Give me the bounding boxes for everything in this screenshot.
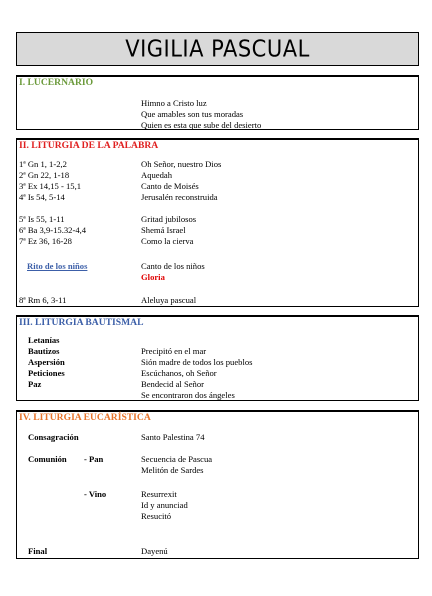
song: Como la cierva: [141, 236, 194, 246]
section-eucaristica: [16, 410, 419, 559]
song: Santo Palestina 74: [141, 432, 205, 442]
reading-ref: 5ª Is 55, 1-11: [19, 214, 65, 224]
song: Se encontraron dos ángeles: [141, 390, 235, 400]
reading-ref: 8ª Rm 6, 3-11: [19, 295, 67, 305]
rito-ninos-link[interactable]: Rito de los niños: [27, 261, 88, 271]
section-heading: I. LUCERNARIO: [19, 77, 94, 88]
reading-ref: 4ª Is 54, 5-14: [19, 192, 65, 202]
song: Aleluya pascual: [141, 295, 197, 305]
section-lucernario: [16, 75, 419, 130]
rite-label: Peticiones: [28, 368, 65, 378]
song: Quien es esta que sube del desierto: [141, 120, 262, 130]
rite-label: Letanías: [28, 335, 60, 345]
section-heading: IV. LITURGIA EUCARÍSTICA: [19, 412, 151, 423]
gloria-label: Gloria: [141, 272, 165, 282]
section-heading: II. LITURGIA DE LA PALABRA: [19, 140, 159, 151]
reading-ref: 6ª Ba 3,9-15.32-4,4: [19, 225, 87, 235]
reading-ref: 2ª Gn 22, 1-18: [19, 170, 70, 180]
song: Dayenú: [141, 546, 168, 556]
song: Canto de los niños: [141, 261, 205, 271]
reading-ref: 3ª Ex 14,15 - 15,1: [19, 181, 82, 191]
rite-label: Final: [28, 546, 48, 556]
song: Precipitó en el mar: [141, 346, 207, 356]
sub-label: - Vino: [84, 489, 107, 499]
song: Shemá Israel: [141, 225, 186, 235]
rite-label: Paz: [28, 379, 42, 389]
section-bautismal: [16, 315, 419, 401]
section-palabra: [16, 138, 419, 307]
song: Aquedah: [141, 170, 173, 180]
rite-label: Aspersión: [28, 357, 65, 367]
song: Resurrexit: [141, 489, 177, 499]
song: Oh Señor, nuestro Dios: [141, 159, 222, 169]
song: Melitón de Sardes: [141, 465, 204, 475]
song: Canto de Moisés: [141, 181, 199, 191]
reading-ref: 1ª Gn 1, 1-2,2: [19, 159, 67, 169]
rite-label: Consagración: [28, 432, 79, 442]
song: Resucitó: [141, 511, 172, 521]
song: Bendecid al Señor: [141, 379, 205, 389]
song: Id y anunciad: [141, 500, 188, 510]
song: Himno a Cristo luz: [141, 98, 207, 108]
song: Secuencia de Pascua: [141, 454, 213, 464]
rite-label: Comunión: [28, 454, 67, 464]
page-title: VIGILIA PASCUAL: [125, 35, 310, 63]
title-box: [16, 32, 419, 66]
reading-ref: 7ª Ez 36, 16-28: [19, 236, 72, 246]
song: Jerusalén reconstruida: [141, 192, 218, 202]
song: Gritad jubilosos: [141, 214, 197, 224]
rite-label: Bautizos: [28, 346, 60, 356]
song: Que amables son tus moradas: [141, 109, 244, 119]
song: Sión madre de todos los pueblos: [141, 357, 253, 367]
section-heading: III. LITURGIA BAUTISMAL: [19, 317, 144, 328]
song: Escúchanos, oh Señor: [141, 368, 217, 378]
sub-label: - Pan: [84, 454, 104, 464]
